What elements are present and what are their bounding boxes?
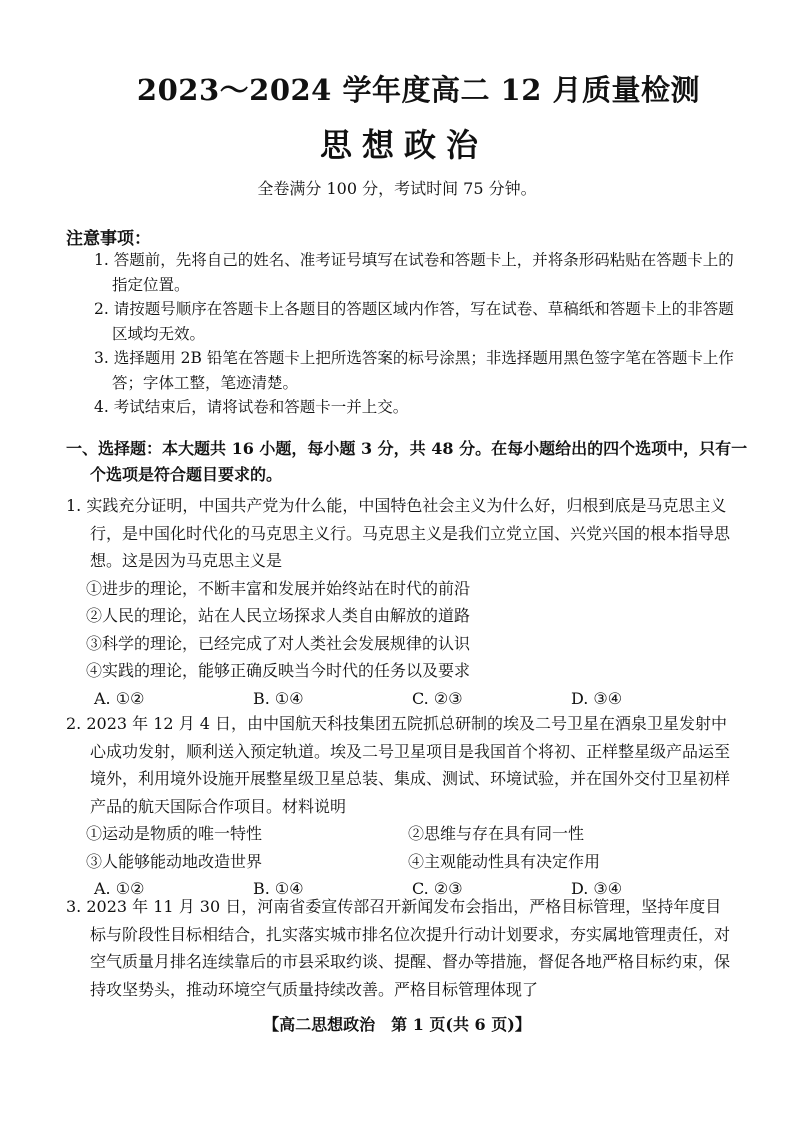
note-item: 2. 请按题号顺序在答题卡上各题目的答题区域内作答，写在试卷、草稿纸和答题卡上的非答题区域均无效。 [94,300,734,343]
answer-c: C. ②③ [412,879,463,898]
exam-meta: 全卷满分 100 分，考试时间 75 分钟。 [257,179,537,198]
exam-title: 2023～2024 学年度高二 12 月质量检测 [136,73,700,107]
subject-title: 思想政治 [319,126,488,164]
answer-a: A. ①② [94,879,145,898]
question-2 [66,710,730,903]
option-row [66,820,730,848]
option-4: ④主观能动性具有决定作用 [408,851,601,871]
option-row [66,848,730,876]
note-item: 1. 答题前，先将自己的姓名、准考证号填写在试卷和答题卡上，并将条形码粘贴在答题卡上的指定位置。 [94,251,734,294]
option-line: ③科学的理论，已经完成了对人类社会发展规律的认识 [86,633,471,653]
answer-b: B. ①④ [253,688,304,708]
answer-b: B. ①④ [253,879,304,898]
answer-c: C. ②③ [412,688,463,708]
question-3 [66,893,730,1003]
note-item: 3. 选择题用 2B 铅笔在答题卡上把所选答案的标号涂黑；非选择题用黑色签字笔在答题卡上作答；字体工整，笔迹清楚。 [94,349,734,392]
option-line: ①进步的理论，不断丰富和发展并始终站在时代的前沿 [86,578,471,598]
page-footer: 【高二思想政治 第 1 页(共 6 页)】 [263,1015,531,1034]
section-header: 一、选择题：本大题共 16 小题，每小题 3 分，共 48 分。在每小题给出的四个选项中，只有一个选项是符合题目要求的。 [66,439,748,484]
answer-choices [66,685,730,713]
notes-title: 注意事项： [66,229,151,249]
question-stem: 2. 2023 年 12 月 4 日，由中国航天科技集团五院抓总研制的埃及二号卫星在酒泉卫星发射中心成功发射，顺利送入预定轨道。埃及二号卫星项目是我国首个将初、正样整星级产品运至境外，利用境外设施开展整星级卫星总装、集成、测试、环境试验，并在国外交付卫星初样产品的航天国际合作项目。材料说明 [66,714,731,816]
answer-d: D. ③④ [571,879,623,898]
answer-a: A. ①② [94,688,145,708]
question-1 [66,492,730,712]
question-stem: 1. 实践充分证明，中国共产党为什么能，中国特色社会主义为什么好，归根到底是马克思主义行，是中国化时代化的马克思主义行。马克思主义是我们立党立国、兴党兴国的根本指导思想。这是因为马克思主义是 [66,496,731,570]
option-2: ②思维与存在具有同一性 [408,824,585,843]
option-line: ②人民的理论，站在人民立场探求人类自由解放的道路 [86,606,471,625]
option-1: ①运动是物质的唯一特性 [86,824,263,843]
question-stem: 3. 2023 年 11 月 30 日，河南省委宣传部召开新闻发布会指出，严格目标管理，坚持年度目标与阶段性目标相结合，扎实落实城市排名位次提升行动计划要求，夯实属地管理责任，对空气质量月排名连续靠后的市县采取约谈、提醒、督办等措施，督促各地严格目标约束，保持攻坚势头，推动环境空气质量持续改善。严格目标管理体现了 [66,897,731,999]
note-item: 4. 考试结束后，请将试卷和答题卡一并上交。 [94,398,409,416]
option-line: ④实践的理论，能够正确反映当今时代的任务以及要求 [86,661,471,680]
option-3: ③人能够能动地改造世界 [86,851,263,871]
answer-d: D. ③④ [571,688,623,708]
notes-list [94,248,734,420]
